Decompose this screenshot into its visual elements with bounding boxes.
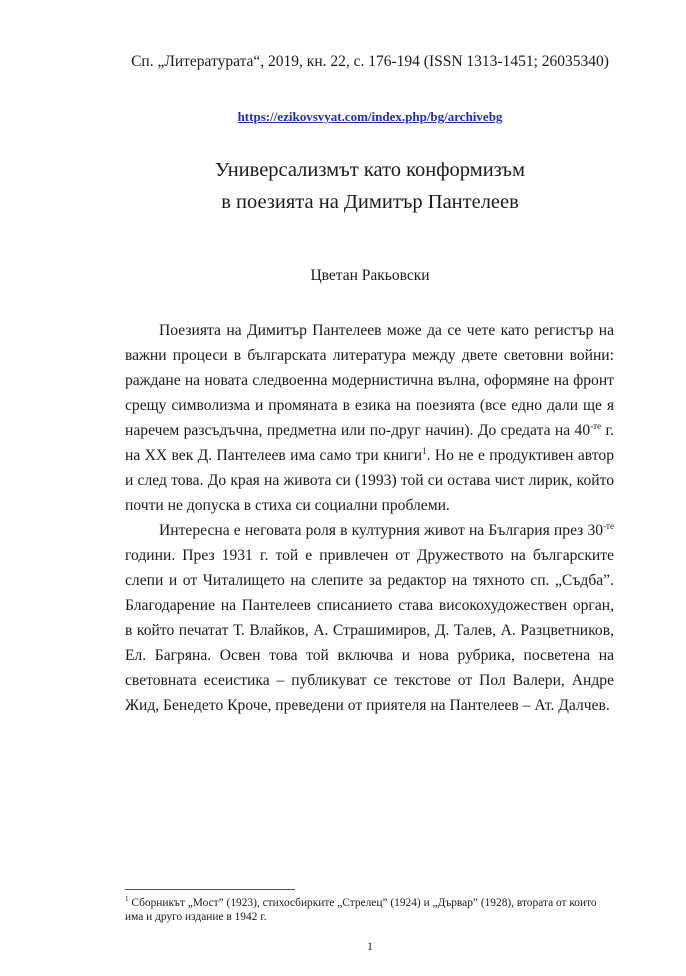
archive-link-line [110,108,630,126]
title-line-1: Универсализмът като конформизъм [214,159,525,181]
footnote-text: Сборникът „Мост” (1923), стихосбирките „Стрелец” (1924) и „Дървар” (1928), втората от които има и друго издание в 1942 г. [125,897,597,923]
article-title [110,154,630,218]
superscript-suffix: -те [590,420,602,431]
footnote-reference[interactable]: 1 [422,445,427,456]
footnote-mark: 1 [125,895,129,904]
paragraph-1 [125,318,614,518]
author-name: Цветан Ракьовски [310,267,430,284]
text-run: Поезията на Димитър Пантелеев може да се чете като регистър на важни процеси в българската литература между двете световни войни: раждане на новата следвоенна модернистична вълна, оформяне на фронт срещу символизма и промяната в езика на поезията (все едно дали ще я наречем разсъдъчна, предметна или по-друг начин). До средата на 40 [125,322,614,439]
text-run: . Но не е продуктивен автор и след това. До края на живота си (1993) той си остава чист лирик, който почти не допуска в стиха си социални проблеми. [125,447,614,514]
page-number: 1 [367,941,373,953]
citation-header: Сп. „Литературата“, 2019, кн. 22, с. 176-194 (ISSN 1313-1451; 26035340) [131,53,609,70]
article-body [125,318,614,718]
text-run: Интересна е неговата роля в културния живот на България през 30 [159,522,604,539]
superscript-suffix: -те [603,520,614,531]
title-line-2: в поезията на Димитър Пантелеев [221,191,519,213]
archive-link[interactable]: https://ezikovsvyat.com/index.php/bg/archivebg [237,109,503,124]
text-run: г. на XX век Д. Пантелеев има само три книги [125,422,614,464]
text-run: години. През 1931 г. той е привлечен от Дружеството на българските слепи и от Читалището на слепите за редактор на тяхното сп. „Съдба”. Благодарение на Пантелеев списанието става високохудожествен орган, в който печатат Т. Влайков, А. Страшимиров, Д. Талев, А. Разцветников, Ел. Багряна. Освен това той включва и нова рубрика, посветена на световната есеистика – публикуват се текстове от Пол Валери, Андре Жид, Бенедето Кроче, преведени от приятеля на Пантелеев – Ат. Далчев. [125,547,614,714]
paragraph-2 [125,518,614,718]
footnote-separator [125,889,295,890]
footnote [125,896,614,924]
